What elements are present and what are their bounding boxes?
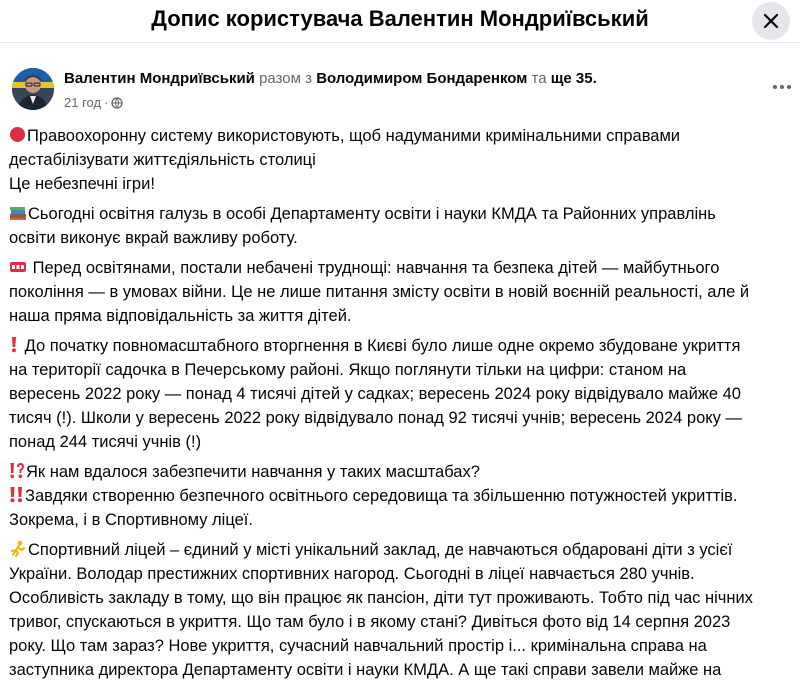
post-line: року. Що там зараз? Нове укриття, сучасний навчальний простір і... кримінальна справа на	[9, 637, 707, 655]
post-line: понад 244 тисячі учнів (!)	[9, 433, 202, 451]
close-icon	[763, 13, 779, 29]
dialog-header	[0, 0, 800, 43]
sos-icon	[9, 258, 27, 275]
more-options-button[interactable]	[767, 72, 797, 102]
exclamation-icon	[9, 336, 19, 353]
with-text: разом з	[259, 70, 313, 87]
post-line: Це небезпечні ігри!	[9, 175, 155, 193]
post-line: Як нам вдалося забезпечити навчання у таких масштабах?	[26, 463, 480, 481]
post-body	[9, 124, 794, 688]
paragraph	[9, 202, 794, 250]
avatar[interactable]	[12, 68, 54, 110]
interrobang-icon	[9, 462, 25, 479]
paragraph	[9, 124, 794, 196]
period-text: .	[592, 70, 597, 87]
post-line: Особливість закладу в тому, що він працює як пансіон, діти тут проживають. Тобто під час нічних	[9, 589, 753, 607]
post-line: наша пряма відповідальність за життя дітей.	[9, 307, 352, 325]
paragraph	[9, 460, 794, 484]
post-line: на території садочка в Печерському районі. Якщо поглянути тільки на цифри: станом на	[9, 361, 687, 379]
post-line: Перед освітянами, постали небачені труднощі: навчання та безпека дітей — майбутнього	[28, 259, 720, 277]
globe-icon[interactable]	[111, 97, 123, 109]
more-horizontal-icon	[772, 84, 792, 90]
close-button[interactable]	[752, 2, 790, 40]
post-line: тисяч (!). Школи у вересень 2022 року відвідувало понад 92 тисячі учнів; вересень 2024 року —	[9, 409, 743, 427]
post-line: Зокрема, і в Спортивному ліцеї.	[9, 511, 253, 529]
others-link[interactable]: ще 35	[550, 70, 593, 87]
double-exclamation-icon	[9, 486, 24, 503]
post-line: Завдяки створенню безпечного освітнього середовища та збільшенню потужностей укриттів.	[25, 487, 738, 505]
post-line: дестабілізувати життєдіяльність столиці	[9, 151, 316, 169]
books-icon	[9, 204, 27, 221]
red-circle-icon	[9, 126, 26, 143]
author-name[interactable]: Валентин Мондриївський	[64, 70, 255, 87]
dialog-title: Допис користувача Валентин Мондриївський	[151, 6, 649, 31]
post-meta	[64, 95, 123, 110]
post-header	[12, 64, 800, 116]
paragraph	[9, 334, 794, 454]
post-line: вересень 2022 року — понад 4 тисячі дітей у садках; вересень 2024 року відвідувало майже 40	[9, 385, 741, 403]
post-line: України. Володар престижних спортивних нагород. Сьогодні в ліцеї навчається 280 учнів.	[9, 565, 695, 583]
post-time[interactable]: 21 год	[64, 95, 102, 110]
post-line: Правоохоронну систему використовують, щоб надуманими кримінальними справами	[27, 127, 681, 145]
runner-icon	[9, 540, 27, 557]
paragraph	[9, 538, 794, 682]
tagged-user[interactable]: Володимиром Бондаренком	[316, 70, 528, 87]
post-line: Спортивний ліцей – єдиний у місті унікальний заклад, де навчаються обдаровані діти з усієї	[28, 541, 733, 559]
paragraph	[9, 484, 794, 532]
and-text: та	[531, 70, 547, 87]
post-line: тривог, спускаються в укриття. Що там було і в якому стані? Дивіться фото від 14 серпня 2023	[9, 613, 731, 631]
post-line: Сьогодні освітня галузь в особі Департаменту освіти і науки КМДА та Районних управлінь	[28, 205, 716, 223]
author-line	[64, 70, 597, 87]
post-line: До початку повномасштабного вторгнення в Києві було лише одне окремо збудоване укриття	[20, 337, 741, 355]
post-line: освіти виконує вкрай важливу роботу.	[9, 229, 298, 247]
post-line: покоління — в умовах війни. Це не лише питання змісту освіти в новій воєнній реальності, але й	[9, 283, 750, 301]
meta-separator: ·	[104, 95, 109, 110]
post-line: заступника директора Департаменту освіти і науки КМДА. А ще такі справи завели майже на	[9, 661, 722, 679]
paragraph	[9, 256, 794, 328]
